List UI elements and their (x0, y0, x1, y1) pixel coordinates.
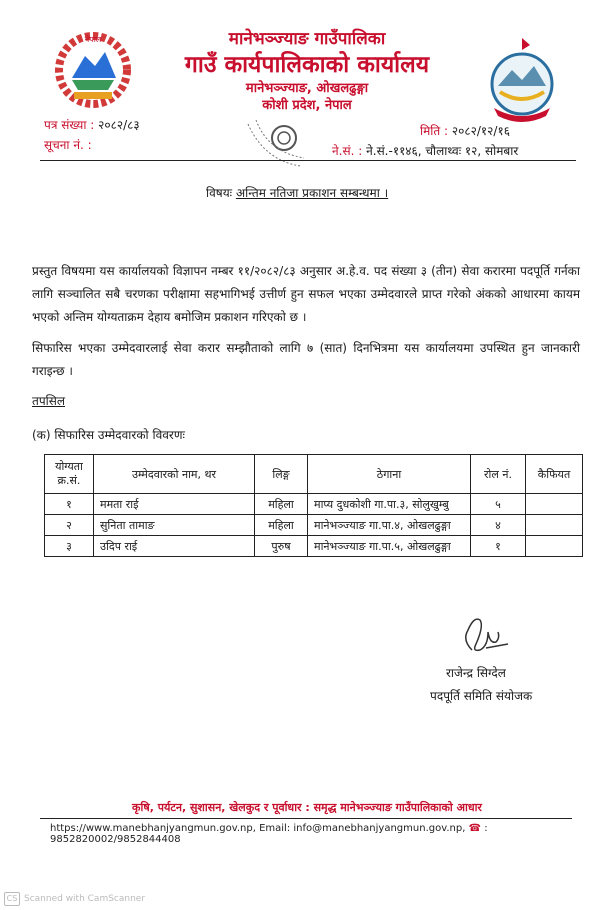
subject (206, 184, 388, 201)
letter-number-label: पत्र संख्या : (44, 118, 95, 132)
letter-number-value: २०८२/८३ (98, 118, 140, 132)
signatory-title: पदपूर्ति समिति संयोजक (430, 689, 533, 703)
date-label: मिति : (420, 124, 449, 138)
date (420, 122, 510, 139)
header-gender: लिङ्ग (255, 455, 308, 494)
body-paragraph-1: प्रस्तुत विषयमा यस कार्यालयको विज्ञापन नम्बर ११/२०८२/८३ अनुसार अ.हे.व. पद संख्या ३ (तीन) सेवा करारमा पदपूर्ति गर्नका लागि सञ्चालित सबै चरणका परीक्षामा सहभागिभई उत्तीर्ण हुन सफल भएका उम्मेदवारले प्राप्त गरेको अंकको आधारमा कायम भएको अन्तिम योग्यताक्रम देहाय बमोजिम प्रकाशन गरिएको छ । (32, 264, 580, 324)
camscanner-logo-icon: CS (4, 892, 20, 906)
cell-address: मानेभञ्ज्याङ गा.पा.४, ओखलढुङ्गा (308, 515, 471, 536)
nepal-sambat (332, 142, 518, 159)
cell-gender: पुरुष (255, 536, 308, 557)
notice-number (44, 136, 92, 153)
office-name: गाउँ कार्यपालिकाको कार्यालय (184, 52, 430, 78)
cell-rank: २ (45, 515, 94, 536)
municipality-name: मानेभञ्ज्याङ गाउँपालिका (228, 29, 386, 49)
section-title: (क) सिफारिस उम्मेदवारको विवरणः (32, 428, 185, 442)
header-name: उम्मेदवारको नाम, थर (94, 455, 255, 494)
footer-motto: कृषि, पर्यटन, सुशासन, खेलकुद र पूर्वाधार : समृद्ध मानेभञ्ज्याङ गाउँपालिकाको आधार (132, 801, 482, 814)
table-row (45, 494, 583, 515)
cell-remarks (526, 515, 583, 536)
date-value: २०८२/१२/१६ (451, 124, 510, 138)
signatory-name: राजेन्द्र सिग्देल (446, 666, 506, 680)
header-divider (40, 160, 576, 161)
cell-remarks (526, 494, 583, 515)
candidates-table (44, 454, 583, 557)
office-province: कोशी प्रदेश, नेपाल (262, 98, 352, 113)
cell-rank: १ (45, 494, 94, 515)
subject-label: विषयः (206, 186, 233, 200)
cell-name: सुनिता तामाङ (94, 515, 255, 536)
camscanner-watermark (4, 892, 145, 906)
nepal-sambat-label: ने.सं. : (332, 144, 363, 158)
annex-heading: तपसिल (32, 394, 66, 408)
header-remarks: कैफियत (526, 455, 583, 494)
table-row (45, 536, 583, 557)
website-email: https://www.manebhanjyangmun.gov.np, Email: info@manebhanjyangmun.gov.np, (50, 823, 466, 834)
office-stamp (244, 116, 308, 172)
cell-address: माप्य दुधकोशी गा.पा.३, सोलुखुम्बु (308, 494, 471, 515)
footer-contact (50, 823, 614, 845)
header-address: ठेगाना (308, 455, 471, 494)
camscanner-text: Scanned with CamScanner (24, 894, 146, 904)
cell-gender: महिला (255, 494, 308, 515)
phone-icon: ☎ (468, 823, 482, 834)
cell-name: उदिप राई (94, 536, 255, 557)
subject-text: अन्तिम नतिजा प्रकाशन सम्बन्धमा । (235, 186, 389, 200)
office-location: मानेभञ्ज्याङ, ओखलढुङ्गा (245, 81, 369, 96)
notice-number-label: सूचना नं. : (44, 138, 92, 152)
nepal-sambat-value: ने.सं.-११४६, चौलाथ्वः १२, सोमबार (366, 144, 519, 158)
cell-roll: १ (471, 536, 526, 557)
table-row (45, 515, 583, 536)
phone-number: : 9852820002/9852844408 (50, 823, 488, 845)
cell-rank: ३ (45, 536, 94, 557)
signature-mark (458, 610, 518, 660)
footer-divider (40, 818, 572, 819)
header-rank: योग्यता क्र.सं. (45, 455, 94, 494)
header-roll: रोल नं. (471, 455, 526, 494)
cell-address: मानेभञ्ज्याङ गा.पा.५, ओखलढुङ्गा (308, 536, 471, 557)
letter-number (44, 116, 140, 133)
cell-roll: ५ (471, 494, 526, 515)
cell-roll: ४ (471, 515, 526, 536)
table-header-row (45, 455, 583, 494)
svg-text:नेपाल: नेपाल (84, 35, 102, 44)
cell-name: ममता राई (94, 494, 255, 515)
cell-gender: महिला (255, 515, 308, 536)
body-paragraph-2: सिफारिस भएका उम्मेदवारलाई सेवा करार सम्झौताको लागि ७ (सात) दिनभित्रमा यस कार्यालयमा उपस्थित हुन जानकारी गराइन्छ । (32, 341, 580, 378)
cell-remarks (526, 536, 583, 557)
